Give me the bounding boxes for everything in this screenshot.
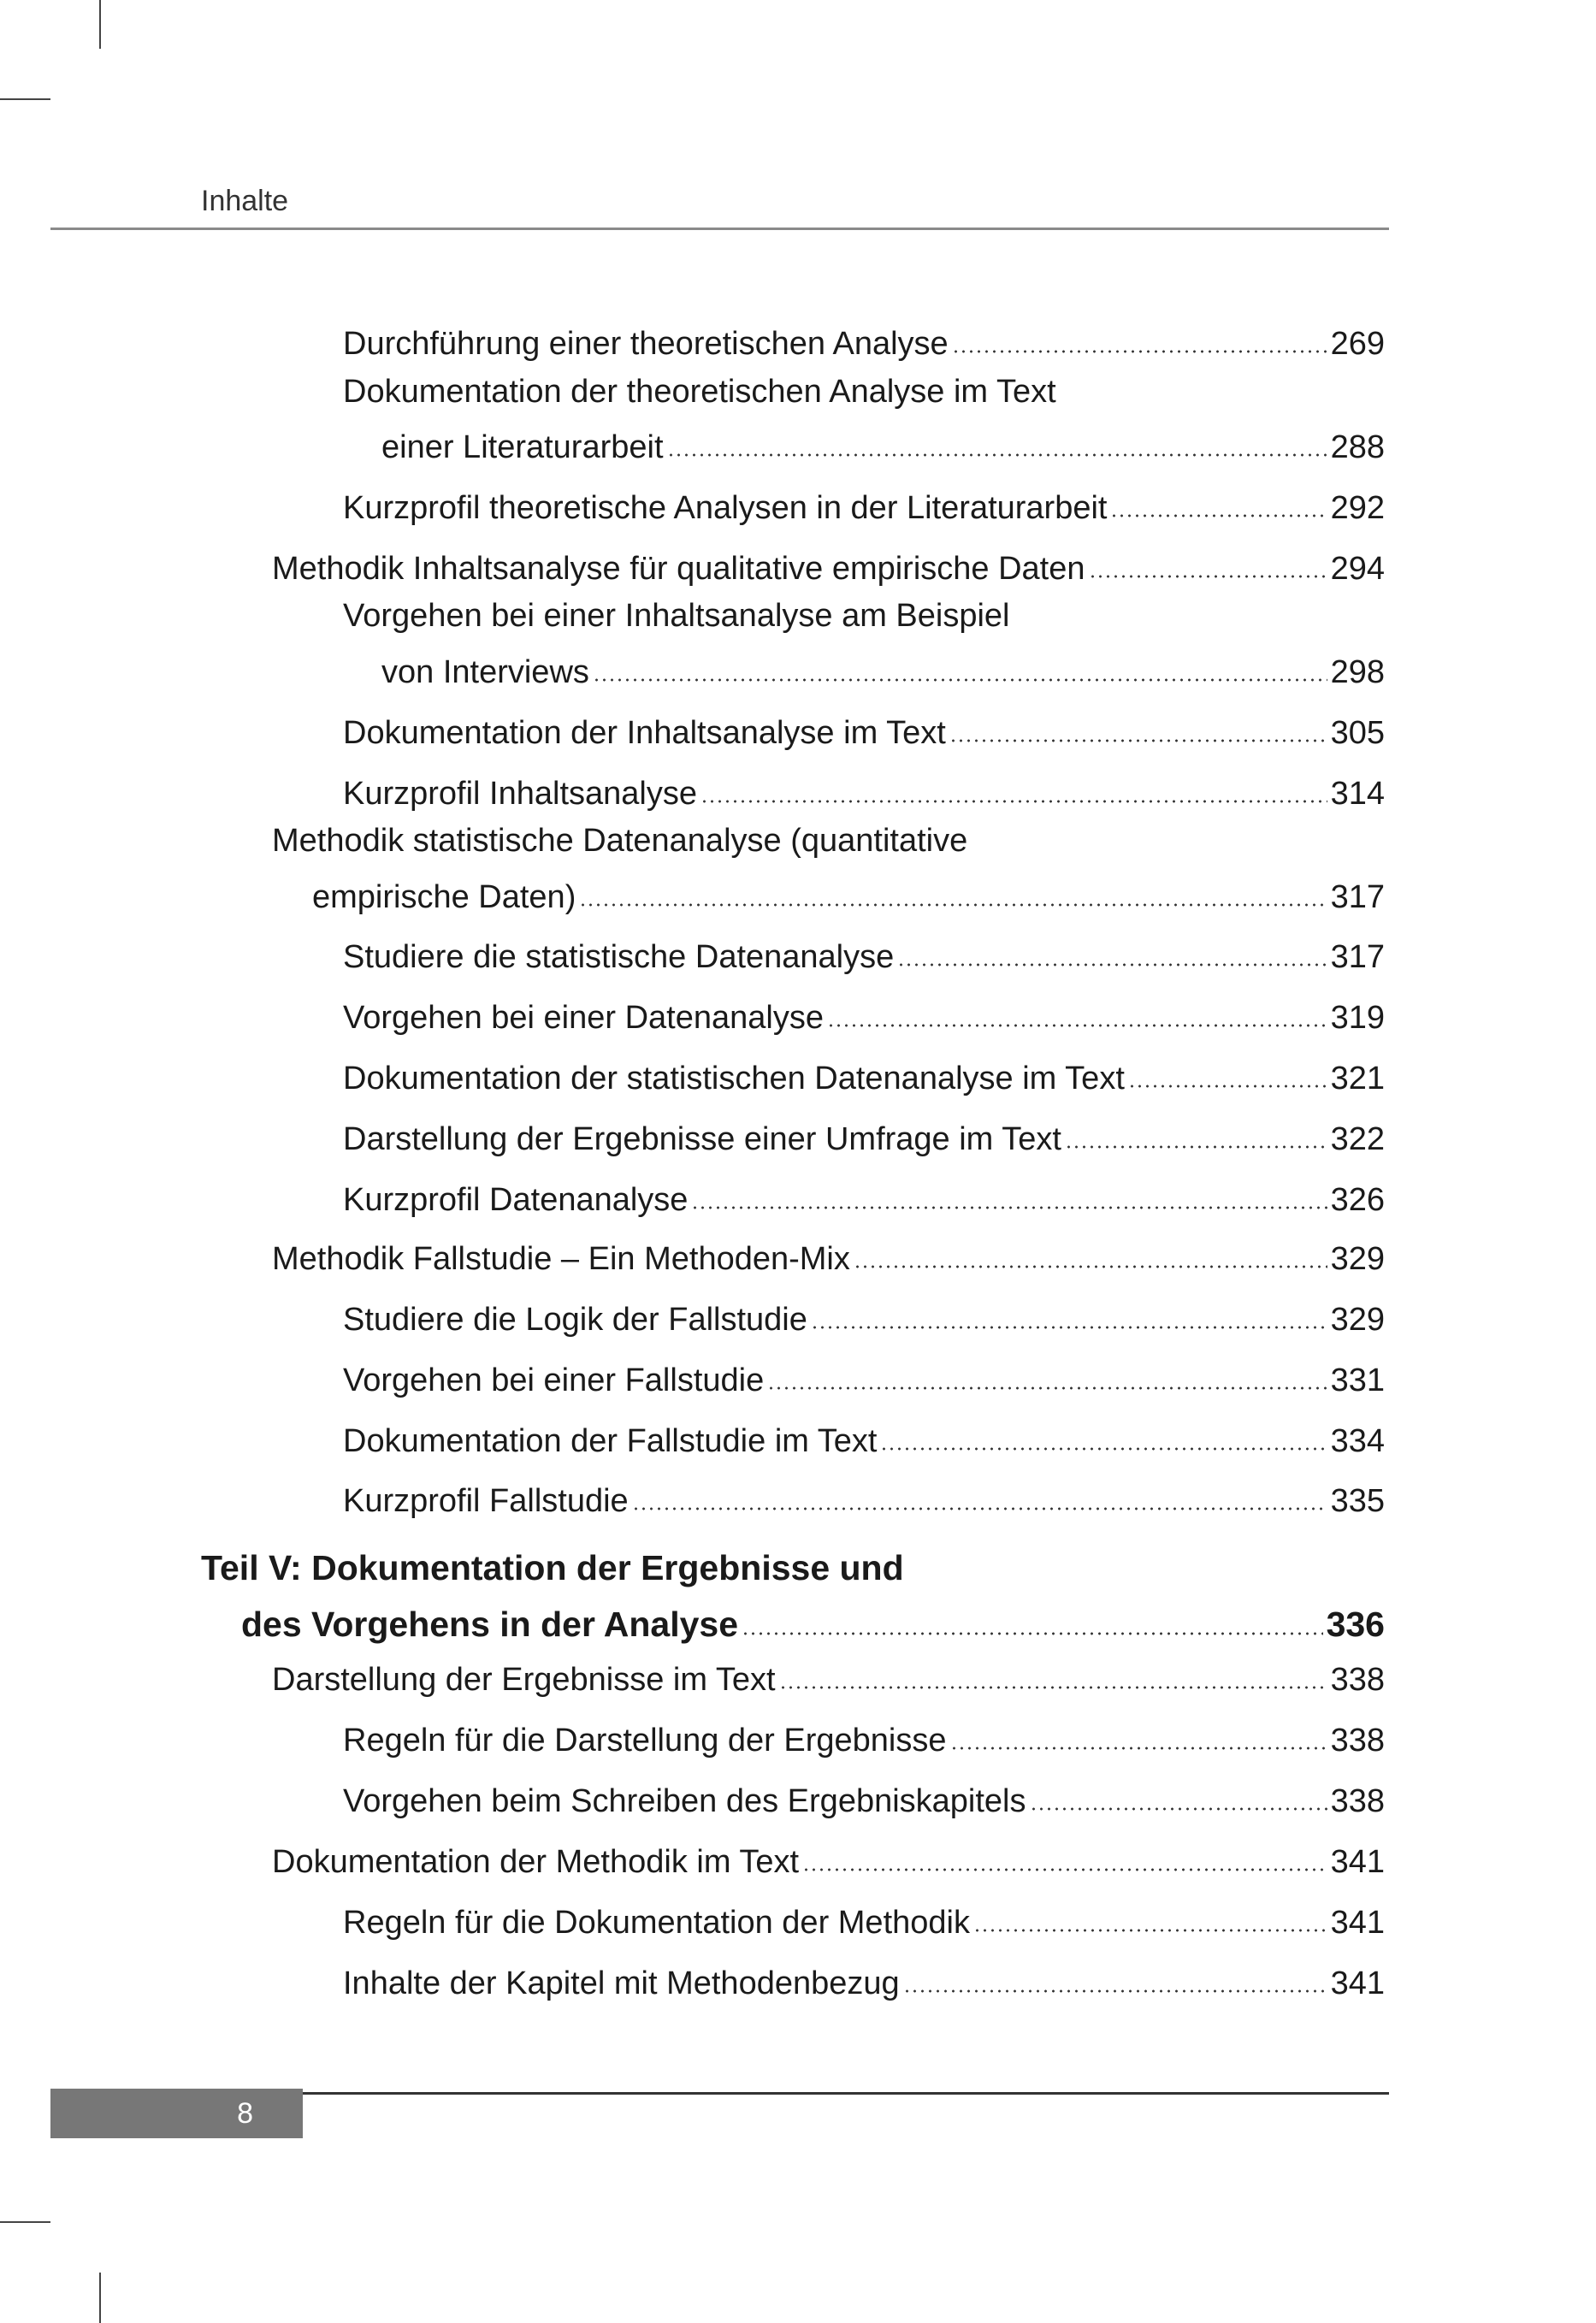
- toc-entry: [343, 323, 1385, 364]
- toc-entry-title: Methodik Fallstudie – Ein Methoden-Mix: [272, 1240, 850, 1277]
- running-header: Inhalte: [201, 185, 289, 217]
- toc-entry: [343, 1421, 1385, 1462]
- toc-entry-title: des Vorgehens in der Analyse: [241, 1604, 739, 1644]
- toc-entry-title: Dokumentation der Methodik im Text: [272, 1844, 800, 1880]
- toc-entry-title: Methodik statistische Datenanalyse (quantitative: [272, 822, 968, 859]
- toc-entry: [272, 1238, 1385, 1280]
- toc-entry-page: 334: [1330, 1422, 1385, 1459]
- dot-leader: [579, 903, 1327, 907]
- toc-entry: [343, 488, 1385, 529]
- toc-entry-title: Teil V: Dokumentation der Ergebnisse und: [201, 1548, 904, 1588]
- crop-mark: [99, 2273, 101, 2323]
- toc-entry-title: Dokumentation der Fallstudie im Text: [343, 1422, 878, 1459]
- toc-entry: [201, 1547, 904, 1588]
- toc-entry-title: Kurzprofil theoretische Analysen in der Literaturarbeit: [343, 490, 1108, 527]
- toc-entry-title: einer Literaturarbeit: [381, 429, 664, 466]
- toc-entry-title: Durchführung einer theoretischen Analyse: [343, 326, 949, 363]
- page-number: 8: [50, 2089, 303, 2138]
- dot-leader: [1110, 514, 1327, 517]
- toc-entry: [312, 877, 1385, 918]
- toc-entry: [272, 820, 967, 861]
- toc-entry-page: 314: [1330, 775, 1385, 812]
- toc-entry-page: 341: [1330, 1965, 1385, 2001]
- dot-leader: [667, 453, 1327, 457]
- dot-leader: [903, 1989, 1327, 1993]
- toc-entry-page: 269: [1330, 326, 1385, 363]
- toc-entry-page: 335: [1330, 1483, 1385, 1520]
- toc-entry-page: 338: [1330, 1783, 1385, 1820]
- dot-leader: [1089, 575, 1327, 578]
- toc-entry-title: Darstellung der Ergebnisse im Text: [272, 1662, 776, 1699]
- dot-leader: [1065, 1145, 1327, 1149]
- toc-entry-page: 326: [1330, 1181, 1385, 1218]
- toc-entry-page: 298: [1330, 653, 1385, 690]
- toc-entry-page: 322: [1330, 1121, 1385, 1158]
- toc-entry-page: 319: [1330, 1000, 1385, 1037]
- toc-entry-page: 331: [1330, 1362, 1385, 1398]
- toc-entry-page: 338: [1330, 1662, 1385, 1699]
- toc-entry: [343, 1481, 1385, 1522]
- dot-leader: [1030, 1807, 1327, 1811]
- toc-entry: [343, 937, 1385, 978]
- toc-entry: [272, 548, 1385, 589]
- dot-leader: [949, 739, 1327, 742]
- toc-entry-page: 341: [1330, 1844, 1385, 1880]
- dot-leader: [691, 1206, 1327, 1209]
- toc-entry: [343, 1119, 1385, 1160]
- toc-entry-title: empirische Daten): [312, 878, 576, 915]
- dot-leader: [779, 1686, 1327, 1689]
- dot-leader: [742, 1632, 1323, 1635]
- toc-entry: [343, 997, 1385, 1038]
- toc-entry-page: 317: [1330, 878, 1385, 915]
- dot-leader: [880, 1447, 1327, 1451]
- crop-mark: [0, 98, 50, 100]
- toc-entry: [343, 1179, 1385, 1221]
- dot-leader: [854, 1265, 1327, 1268]
- crop-mark: [0, 2221, 50, 2223]
- toc-entry: [241, 1604, 1385, 1645]
- toc-entry-title: von Interviews: [381, 653, 589, 690]
- toc-entry-title: Studiere die Logik der Fallstudie: [343, 1301, 807, 1338]
- toc-entry: [343, 1781, 1385, 1822]
- toc-entry-page: 336: [1326, 1604, 1385, 1644]
- toc-entry-title: Dokumentation der Inhaltsanalyse im Text: [343, 714, 946, 751]
- toc-entry-title: Kurzprofil Datenanalyse: [343, 1181, 689, 1218]
- dot-leader: [950, 1747, 1327, 1750]
- toc-entry: [343, 773, 1385, 814]
- toc-entry-page: 317: [1330, 939, 1385, 976]
- dot-leader: [802, 1868, 1327, 1871]
- dot-leader: [593, 678, 1327, 682]
- toc-entry-page: 305: [1330, 714, 1385, 751]
- dot-leader: [767, 1386, 1327, 1390]
- dot-leader: [1128, 1085, 1327, 1088]
- toc-entry: [343, 1360, 1385, 1401]
- toc-entry-title: Darstellung der Ergebnisse einer Umfrage im Text: [343, 1121, 1061, 1158]
- toc-entry: [343, 1902, 1385, 1943]
- toc-entry-page: 341: [1330, 1904, 1385, 1941]
- dot-leader: [827, 1024, 1327, 1027]
- dot-leader: [973, 1929, 1327, 1932]
- dot-leader: [700, 800, 1327, 803]
- toc-entry-page: 329: [1330, 1240, 1385, 1277]
- toc-entry-page: 338: [1330, 1723, 1385, 1759]
- toc-entry-page: 288: [1330, 429, 1385, 466]
- toc-entry-title: Vorgehen beim Schreiben des Ergebniskapitels: [343, 1783, 1026, 1820]
- toc-entry: [343, 1963, 1385, 2004]
- toc-entry-title: Kurzprofil Fallstudie: [343, 1483, 629, 1520]
- dot-leader: [811, 1326, 1327, 1329]
- crop-mark: [99, 0, 101, 49]
- toc-entry: [343, 1720, 1385, 1761]
- header-rule: [50, 228, 1389, 230]
- toc-entry: [343, 1058, 1385, 1099]
- toc-entry-title: Kurzprofil Inhaltsanalyse: [343, 775, 697, 812]
- dot-leader: [632, 1507, 1327, 1510]
- toc-entry-page: 329: [1330, 1301, 1385, 1338]
- toc-entry-title: Inhalte der Kapitel mit Methodenbezug: [343, 1965, 900, 2001]
- toc-entry-title: Dokumentation der statistischen Datenanalyse im Text: [343, 1061, 1125, 1097]
- toc-entry: [272, 1841, 1385, 1883]
- toc-entry: [343, 595, 1010, 636]
- toc-entry: [343, 371, 1056, 412]
- toc-entry: [343, 712, 1385, 754]
- toc-entry-title: Regeln für die Dokumentation der Methodik: [343, 1904, 970, 1941]
- toc-entry-title: Regeln für die Darstellung der Ergebnisse: [343, 1723, 947, 1759]
- toc-entry-title: Vorgehen bei einer Fallstudie: [343, 1362, 765, 1398]
- toc-entry-page: 321: [1330, 1061, 1385, 1097]
- toc-entry-title: Dokumentation der theoretischen Analyse im Text: [343, 373, 1056, 410]
- toc-entry-page: 292: [1330, 490, 1385, 527]
- toc-entry: [343, 1299, 1385, 1340]
- footer-rule: [303, 2092, 1389, 2095]
- toc-entry: [381, 652, 1385, 693]
- dot-leader: [952, 350, 1327, 353]
- toc-entry: [272, 1659, 1385, 1700]
- toc-entry: [381, 427, 1385, 468]
- toc-entry-title: Vorgehen bei einer Datenanalyse: [343, 1000, 824, 1037]
- toc-entry-title: Vorgehen bei einer Inhaltsanalyse am Beispiel: [343, 598, 1010, 635]
- toc-entry-title: Studiere die statistische Datenanalyse: [343, 939, 895, 976]
- dot-leader: [897, 963, 1327, 966]
- toc-entry-title: Methodik Inhaltsanalyse für qualitative empirische Daten: [272, 551, 1085, 587]
- toc-entry-page: 294: [1330, 551, 1385, 587]
